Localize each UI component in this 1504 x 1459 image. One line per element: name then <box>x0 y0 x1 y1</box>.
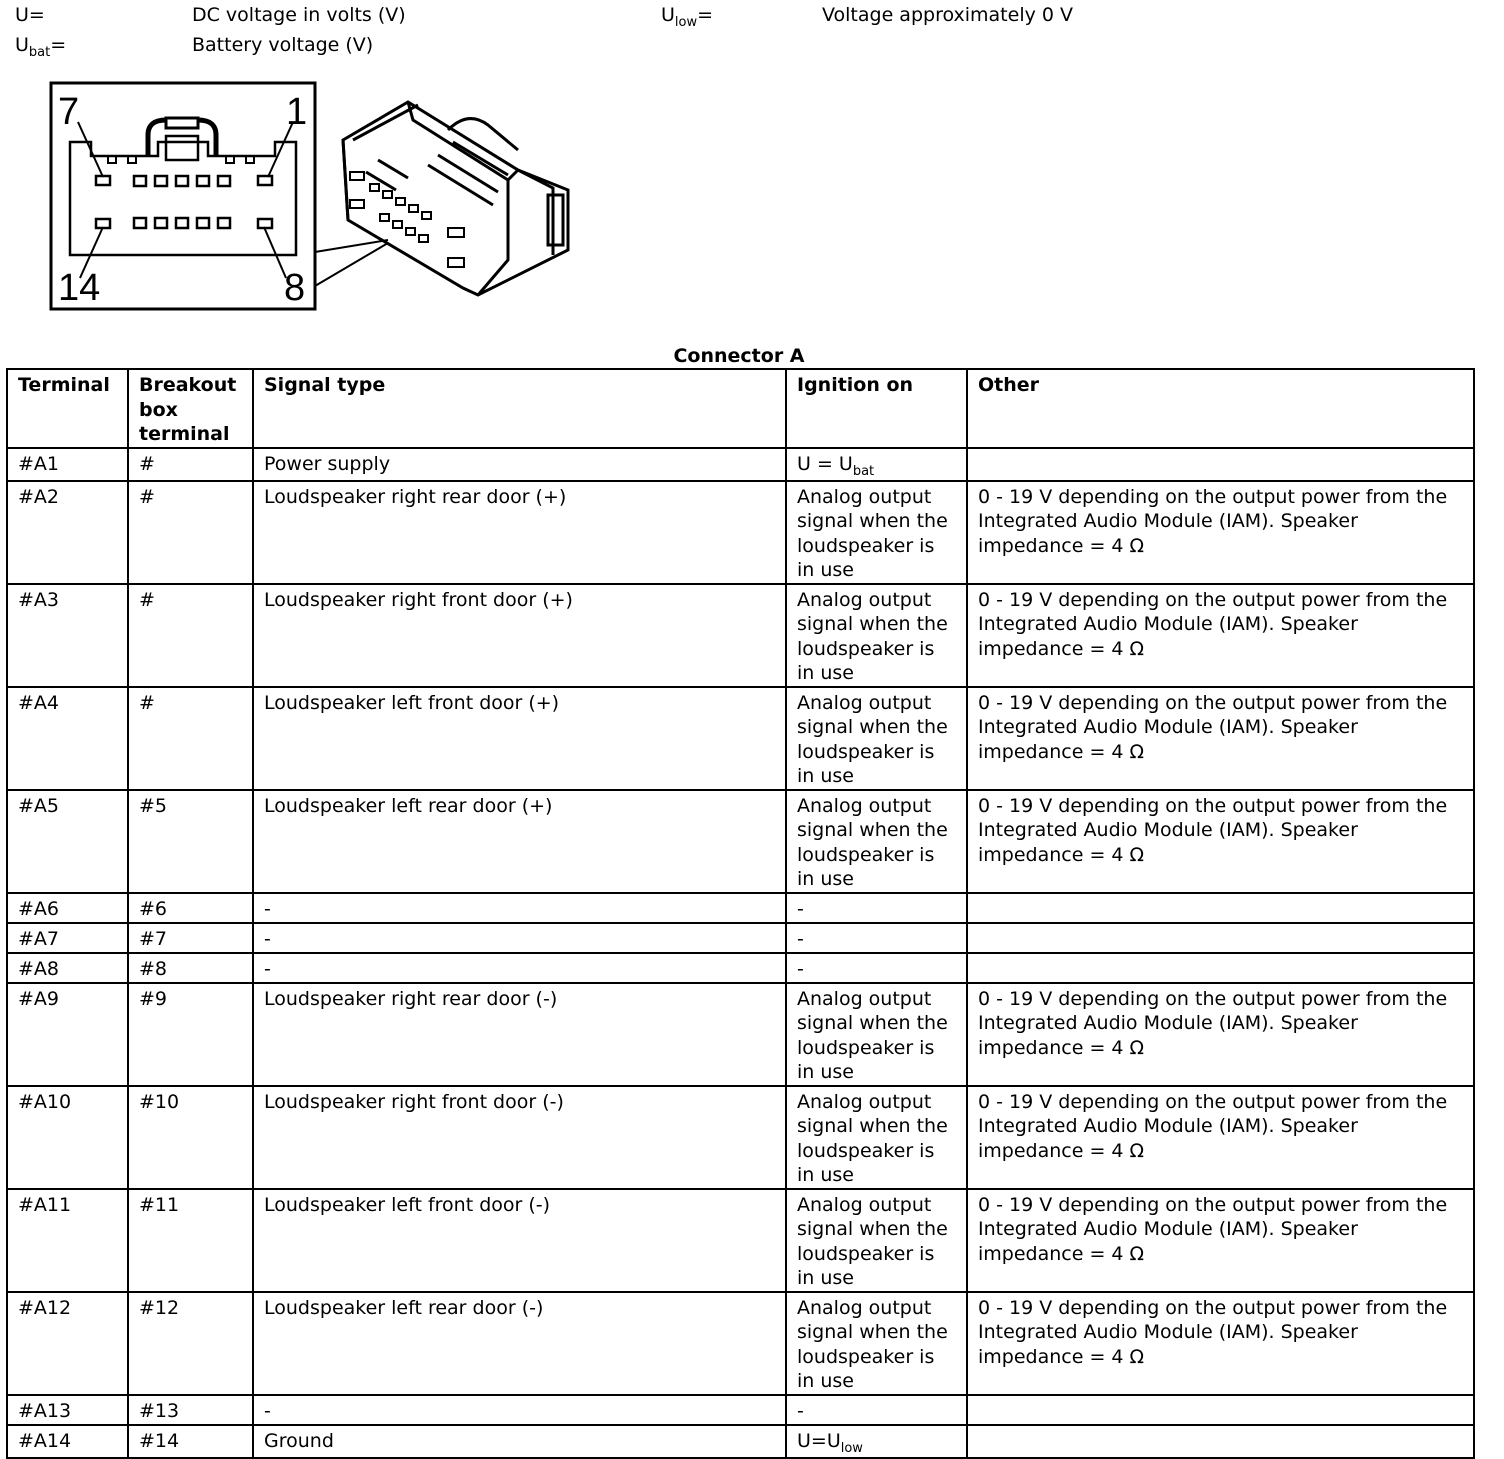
cell-other <box>967 1425 1474 1458</box>
cell-breakout: # <box>128 584 253 687</box>
cell-breakout: #14 <box>128 1425 253 1458</box>
cell-signal: Loudspeaker left rear door (-) <box>253 1292 786 1395</box>
cell-breakout: #9 <box>128 983 253 1086</box>
ignition-text: U = U <box>797 452 853 475</box>
cell-breakout: #12 <box>128 1292 253 1395</box>
table-row <box>7 1189 1474 1292</box>
connector-3d-pins <box>350 172 464 267</box>
cell-terminal: #A12 <box>7 1292 128 1395</box>
header-signal: Signal type <box>253 369 786 448</box>
cell-terminal: #A10 <box>7 1086 128 1189</box>
cell-terminal: #A5 <box>7 790 128 893</box>
ignition-text: Analog output signal when the loudspeaker is in use <box>797 1296 948 1392</box>
ignition-text: Analog output signal when the loudspeaker is in use <box>797 794 948 890</box>
cell-ignition <box>786 448 967 481</box>
table-row <box>7 481 1474 584</box>
cell-signal: Loudspeaker left front door (-) <box>253 1189 786 1292</box>
cell-breakout: #10 <box>128 1086 253 1189</box>
cell-ignition <box>786 584 967 687</box>
cell-other <box>967 923 1474 953</box>
table-row <box>7 687 1474 790</box>
pin-label-14: 14 <box>58 267 101 309</box>
pin-row-bottom <box>96 218 272 228</box>
ignition-text: Analog output signal when the loudspeaker is in use <box>797 1090 948 1186</box>
cell-ignition <box>786 1425 967 1458</box>
cell-signal: Loudspeaker right front door (+) <box>253 584 786 687</box>
leader-lines <box>78 122 388 286</box>
cell-other: 0 - 19 V depending on the output power from the Integrated Audio Module (IAM). Speaker impedance = 4 Ω <box>967 1292 1474 1395</box>
cell-signal: Ground <box>253 1425 786 1458</box>
cell-breakout: #8 <box>128 953 253 983</box>
legend-ulow-label: $U_{low}=$ <box>661 4 714 30</box>
cell-signal: Power supply <box>253 448 786 481</box>
pin-7 <box>96 176 110 185</box>
cell-ignition <box>786 983 967 1086</box>
cell-ignition <box>786 687 967 790</box>
table-row <box>7 1292 1474 1395</box>
cell-terminal: #A4 <box>7 687 128 790</box>
cell-other: 0 - 19 V depending on the output power from the Integrated Audio Module (IAM). Speaker impedance = 4 Ω <box>967 687 1474 790</box>
ignition-text: Analog output signal when the loudspeaker is in use <box>797 691 948 787</box>
header-terminal: Terminal <box>7 369 128 448</box>
header-breakout: Breakout box terminal <box>128 369 253 448</box>
pin-row-top <box>96 176 272 186</box>
header-other: Other <box>967 369 1474 448</box>
pin-8 <box>258 219 272 228</box>
pinout-table <box>6 368 1475 1459</box>
table-row <box>7 893 1474 923</box>
cell-other <box>967 953 1474 983</box>
cell-terminal: #A13 <box>7 1395 128 1425</box>
cell-signal: Loudspeaker right rear door (+) <box>253 481 786 584</box>
latch-tab <box>166 118 198 128</box>
ignition-subscript: bat <box>852 463 875 479</box>
legend-ulow-text: Voltage approximately 0 V <box>822 4 1074 26</box>
pin-label-1: 1 <box>286 91 308 133</box>
cell-signal: Loudspeaker right front door (-) <box>253 1086 786 1189</box>
cell-signal: - <box>253 923 786 953</box>
legend-u-label: U= <box>15 4 45 26</box>
table-row <box>7 923 1474 953</box>
cell-other <box>967 1395 1474 1425</box>
cell-signal: - <box>253 893 786 923</box>
cell-other: 0 - 19 V depending on the output power from the Integrated Audio Module (IAM). Speaker impedance = 4 Ω <box>967 1189 1474 1292</box>
cell-breakout: # <box>128 448 253 481</box>
table-row <box>7 584 1474 687</box>
cell-breakout: #6 <box>128 893 253 923</box>
cell-other <box>967 893 1474 923</box>
cell-other: 0 - 19 V depending on the output power from the Integrated Audio Module (IAM). Speaker impedance = 4 Ω <box>967 1086 1474 1189</box>
pin-1 <box>258 176 272 185</box>
cell-signal: Loudspeaker left rear door (+) <box>253 790 786 893</box>
cell-ignition <box>786 1292 967 1395</box>
cell-breakout: #5 <box>128 790 253 893</box>
header-ignition: Ignition on <box>786 369 967 448</box>
cell-other <box>967 448 1474 481</box>
cell-terminal: #A7 <box>7 923 128 953</box>
table-row <box>7 983 1474 1086</box>
cell-signal: Loudspeaker left front door (+) <box>253 687 786 790</box>
cell-terminal: #A2 <box>7 481 128 584</box>
ignition-text: Analog output signal when the loudspeaker is in use <box>797 588 948 684</box>
cell-other: 0 - 19 V depending on the output power from the Integrated Audio Module (IAM). Speaker impedance = 4 Ω <box>967 481 1474 584</box>
ignition-text: Analog output signal when the loudspeaker is in use <box>797 987 948 1083</box>
ignition-text: U=U <box>797 1429 841 1452</box>
connector-title: Connector A <box>673 345 805 367</box>
cell-other: 0 - 19 V depending on the output power from the Integrated Audio Module (IAM). Speaker impedance = 4 Ω <box>967 983 1474 1086</box>
cell-ignition <box>786 953 967 983</box>
cell-terminal: #A14 <box>7 1425 128 1458</box>
table-row <box>7 790 1474 893</box>
cell-terminal: #A9 <box>7 983 128 1086</box>
cell-ignition <box>786 1086 967 1189</box>
legend-ubat-text: Battery voltage (V) <box>192 34 374 56</box>
ignition-subscript: low <box>840 1440 863 1456</box>
cell-breakout: # <box>128 481 253 584</box>
ignition-text: - <box>797 1399 804 1422</box>
cell-other: 0 - 19 V depending on the output power from the Integrated Audio Module (IAM). Speaker impedance = 4 Ω <box>967 790 1474 893</box>
cell-breakout: # <box>128 687 253 790</box>
cell-signal: Loudspeaker right rear door (-) <box>253 983 786 1086</box>
cell-ignition <box>786 481 967 584</box>
ignition-text: Analog output signal when the loudspeaker is in use <box>797 1193 948 1289</box>
cell-other: 0 - 19 V depending on the output power from the Integrated Audio Module (IAM). Speaker impedance = 4 Ω <box>967 584 1474 687</box>
cell-breakout: #11 <box>128 1189 253 1292</box>
table-row <box>7 448 1474 481</box>
latch-inner <box>166 136 198 160</box>
cell-signal: - <box>253 1395 786 1425</box>
cell-signal: - <box>253 953 786 983</box>
cell-terminal: #A1 <box>7 448 128 481</box>
cell-ignition <box>786 893 967 923</box>
cell-breakout: #13 <box>128 1395 253 1425</box>
cell-ignition <box>786 923 967 953</box>
cell-ignition <box>786 790 967 893</box>
ignition-text: - <box>797 927 804 950</box>
table-row <box>7 1425 1474 1458</box>
cell-terminal: #A8 <box>7 953 128 983</box>
table-header-row <box>7 369 1474 448</box>
table-row <box>7 1395 1474 1425</box>
cell-ignition <box>786 1189 967 1292</box>
table-row <box>7 953 1474 983</box>
pin-14 <box>96 219 110 228</box>
cell-breakout: #7 <box>128 923 253 953</box>
connector-diagram <box>48 80 578 316</box>
cell-terminal: #A11 <box>7 1189 128 1292</box>
ignition-text: - <box>797 957 804 980</box>
table-row <box>7 1086 1474 1189</box>
legend-ubat-label: $U_{bat}=$ <box>15 34 67 60</box>
ignition-text: Analog output signal when the loudspeaker is in use <box>797 485 948 581</box>
cell-ignition <box>786 1395 967 1425</box>
ignition-text: - <box>797 897 804 920</box>
pin-label-7: 7 <box>58 91 80 133</box>
pin-label-8: 8 <box>284 267 306 309</box>
cell-terminal: #A3 <box>7 584 128 687</box>
cell-terminal: #A6 <box>7 893 128 923</box>
legend-u-text: DC voltage in volts (V) <box>192 4 406 26</box>
